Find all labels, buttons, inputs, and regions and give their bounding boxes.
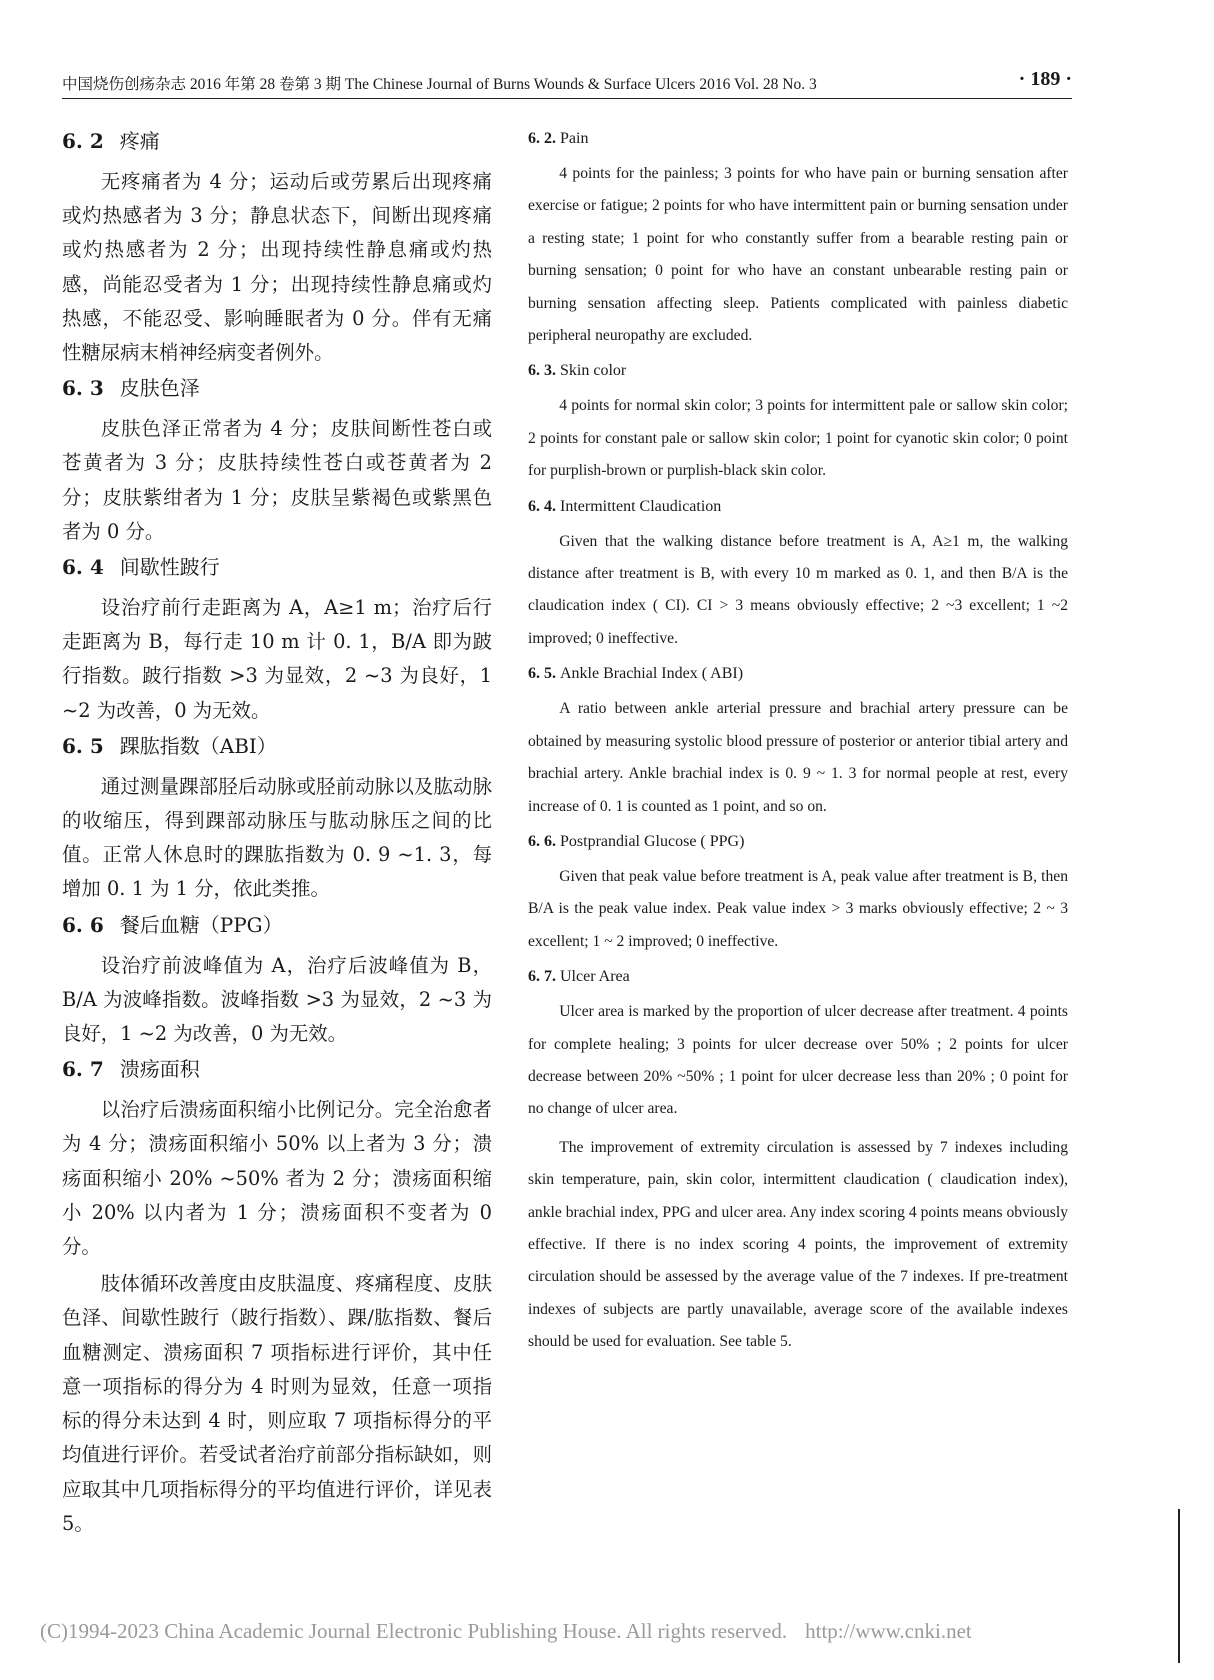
paragraph: 设治疗前波峰值为 A，治疗后波峰值为 B，B/A 为波峰指数。波峰指数 >3 为显效，2 ~3 为良好，1 ~2 为改善，0 为无效。 (62, 953, 492, 1046)
section-title: 踝肱指数（ABI） (119, 733, 277, 758)
section-title: Intermittent Claudication (560, 497, 722, 515)
section-heading (62, 1054, 492, 1084)
paragraph: 设治疗前行走距离为 A，A≥1 m；治疗后行走距离为 B，每行走 10 m 计 0. 1，B/A 即为跛行指数。跛行指数 >3 为显效，2 ~3 为良好，1 ~2 为改善，0 为无效。 (62, 596, 492, 722)
section-number: 6. 3 (62, 376, 104, 401)
paragraph: The improvement of extremity circulation is assessed by 7 indexes including skin temperature, pain, skin color, intermittent claudication ( claudication index), ankle brachial index, PPG and ulcer area. Any index scoring 4 points means obviously effective. If there is no index scoring 4 points, the improvement of extremity circulation should be assessed by the average value of the 7 indexes. If pre-treatment indexes of subjects are partly unavailable, average score of the available indexes should be used for evaluation. See table 5. (528, 1138, 1068, 1351)
paragraph: A ratio between ankle arterial pressure and brachial artery pressure can be obtained by measuring systolic blood pressure of posterior or anterior tibial artery and brachial artery. Ankle brachial index is 0. 9 ~ 1. 3 for normal people at rest, every increase of 0. 1 is counted as 1 point, and so on. (528, 700, 1068, 815)
section-heading (528, 358, 1068, 384)
section-title: 间歇性跛行 (119, 555, 220, 580)
copyright-text: (C)1994-2023 China Academic Journal Electronic Publishing House. All rights reserved. (40, 1619, 788, 1643)
paragraph: Given that peak value before treatment is A, peak value after treatment is B, then B/A is the peak value index. Peak value index > 3 marks obviously effective; 2 ~ 3 excellent; 1 ~ 2 improved; 0 ineffective. (528, 867, 1068, 950)
section-heading (528, 494, 1068, 520)
section-heading (62, 552, 492, 582)
paragraph: Given that the walking distance before treatment is A, A≥1 m, the walking distance after treatment is B, with every 10 m marked as 0. 1, and then B/A is the claudication index ( CI). CI > 3 means obviously effective; 2 ~3 excellent; 1 ~2 improved; 0 ineffective. (528, 532, 1068, 647)
paragraph: 无疼痛者为 4 分；运动后或劳累后出现疼痛或灼热感者为 3 分；静息状态下，间断出现疼痛或灼热感者为 2 分；出现持续性静息痛或灼热感，尚能忍受者为 1 分；出现持续性静息痛或灼热感，不能忍受、影响睡眠者为 0 分。伴有无痛性糖尿病末梢神经病变者例外。 (62, 170, 492, 365)
section-title: Ankle Brachial Index ( ABI) (560, 665, 744, 683)
margin-rule (1178, 1509, 1180, 1663)
section-heading (528, 964, 1068, 990)
section-title: 疼痛 (119, 129, 160, 153)
section-number: 6. 7 (62, 1057, 104, 1082)
paragraph: Ulcer area is marked by the proportion of ulcer decrease after treatment. 4 points for complete healing; 3 points for ulcer decrease over 50% ; 2 points for ulcer decrease between 20% ~50% ; 1 point for ulcer decrease less than 20% ; 0 point for no change of ulcer area. (528, 1003, 1068, 1118)
paragraph: 4 points for normal skin color; 3 points for intermittent pale or sallow skin color; 2 points for constant pale or sallow skin color; 1 point for cyanotic skin color; 0 point for purplish-brown or purplish-black skin color. (528, 397, 1068, 480)
english-column (528, 126, 1068, 1365)
paragraph: 肢体循环改善度由皮肤温度、疼痛程度、皮肤色泽、间歇性跛行（跛行指数）、踝/肱指数、餐后血糖测定、溃疡面积 7 项指标进行评价，其中任意一项指标的得分为 4 时则为显效，任意一项指标的得分未达到 4 时，则应取 7 项指标得分的平均值进行评价。若受试者治疗前部分指标缺如，则应取其中几项指标得分的平均值进行评价，详见表 5。 (62, 1272, 492, 1535)
section-heading (528, 829, 1068, 855)
section-heading (62, 910, 492, 940)
section-title: Ulcer Area (560, 968, 630, 986)
section-title: Skin color (560, 362, 627, 380)
section-number: 6. 4. (528, 497, 556, 515)
section-title: Postprandial Glucose ( PPG) (560, 832, 745, 850)
paragraph: 皮肤色泽正常者为 4 分；皮肤间断性苍白或苍黄者为 3 分；皮肤持续性苍白或苍黄者为 2 分；皮肤紫绀者为 1 分；皮肤呈紫褐色或紫黑色者为 0 分。 (62, 417, 492, 543)
running-header (62, 68, 1072, 99)
section-number: 6. 2. (528, 130, 556, 147)
section-number: 6. 3. (528, 362, 556, 380)
section-number: 6. 6 (62, 912, 104, 937)
page-number: · 189 · (1018, 68, 1072, 90)
section-title: Pain (560, 130, 589, 147)
section-number: 6. 5 (62, 733, 104, 758)
section-heading (62, 126, 492, 156)
section-title: 皮肤色泽 (119, 376, 200, 401)
section-heading (528, 661, 1068, 687)
copyright-footer (40, 1619, 972, 1644)
section-number: 6. 7. (528, 968, 556, 986)
section-number: 6. 4 (62, 555, 104, 580)
section-heading (62, 373, 492, 403)
chinese-column (62, 126, 492, 1544)
section-number: 6. 2 (62, 129, 104, 153)
section-number: 6. 5. (528, 665, 556, 683)
section-number: 6. 6. (528, 832, 556, 850)
paragraph: 通过测量踝部胫后动脉或胫前动脉以及肱动脉的收缩压，得到踝部动脉压与肱动脉压之间的比值。正常人休息时的踝肱指数为 0. 9 ~1. 3，每增加 0. 1 为 1 分，依此类推。 (62, 774, 492, 901)
journal-citation: 中国烧伤创疡杂志 2016 年第 28 卷第 3 期 The Chinese Journal of Burns Wounds & Surface Ulcers 2016 Vol. 28 No. 3 (62, 76, 817, 93)
section-title: 餐后血糖（PPG） (119, 912, 283, 937)
section-heading (528, 126, 1068, 152)
paragraph: 4 points for the painless; 3 points for who have pain or burning sensation after exercise or fatigue; 2 points for who have intermittent pain or burning sensation under a resting state; 1 point for who constantly suffer from a bearable resting pain or burning sensation; 0 point for who have an constant unbearable resting pain or burning sensation affecting sleep. Patients complicated with painless diabetic peripheral neuropathy are excluded. (528, 165, 1068, 345)
section-heading (62, 731, 492, 761)
section-title: 溃疡面积 (119, 1057, 200, 1082)
paragraph: 以治疗后溃疡面积缩小比例记分。完全治愈者为 4 分；溃疡面积缩小 50% 以上者为 3 分；溃疡面积缩小 20% ~50% 者为 2 分；溃疡面积缩小 20% 以内者为 1 分；溃疡面积不变者为 0 分。 (62, 1098, 492, 1259)
footer-url[interactable]: http://www.cnki.net (805, 1619, 972, 1643)
